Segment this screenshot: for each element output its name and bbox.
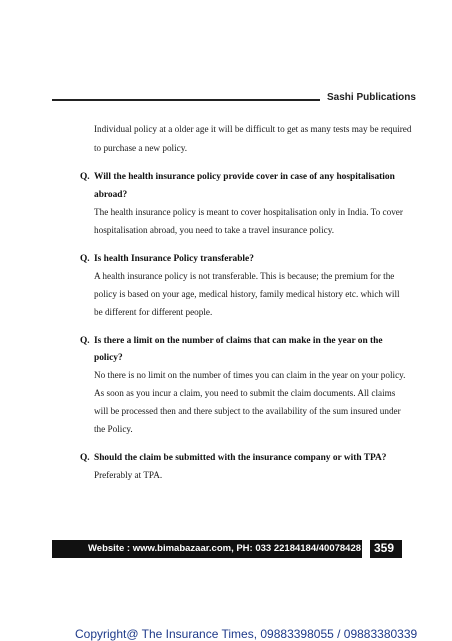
question-text: Is there a limit on the number of claims that can make in the year on the xyxy=(94,336,383,346)
answer-line: The health insurance policy is meant to cover hospitalisation only in India. To cover xyxy=(94,207,403,217)
publisher-name: Sashi Publications xyxy=(327,92,416,103)
copyright-line: Copyright@ The Insurance Times, 09883398055 / 09883380339 xyxy=(75,627,418,641)
answer-line: hospitalisation abroad, you need to take a travel insurance policy. xyxy=(94,225,334,235)
footer-website: Website : www.bimabazaar.com, PH: 033 22184184/40078428 xyxy=(88,543,362,554)
question-marker: Q. xyxy=(80,453,90,463)
question-marker: Q. xyxy=(80,336,90,346)
question-text: policy? xyxy=(94,353,123,363)
question-marker: Q. xyxy=(80,254,90,264)
answer-line: be different for different people. xyxy=(94,307,213,317)
header-rule xyxy=(52,99,320,101)
answer-line: As soon as you incur a claim, you need to submit the claim documents. All claims xyxy=(94,388,396,398)
page-number: 359 xyxy=(374,541,395,555)
question-text: Is health Insurance Policy transferable? xyxy=(94,254,254,264)
body-line: Individual policy at a older age it will be difficult to get as many tests may be required xyxy=(94,124,412,134)
question-marker: Q. xyxy=(80,172,90,182)
body-line: to purchase a new policy. xyxy=(94,143,188,153)
answer-line: Preferably at TPA. xyxy=(94,470,163,480)
question-text: Should the claim be submitted with the insurance company or with TPA? xyxy=(94,453,387,463)
question-text: Will the health insurance policy provide cover in case of any hospitalisation xyxy=(94,172,395,182)
answer-line: will be processed then and there subject to the availability of the sum insured under xyxy=(94,406,401,416)
question-text: abroad? xyxy=(94,190,128,200)
answer-line: A health insurance policy is not transferable. This is because; the premium for the xyxy=(94,271,395,281)
answer-line: policy is based on your age, medical history, family medical history etc. which will xyxy=(94,289,400,299)
answer-line: No there is no limit on the number of times you can claim in the year on your policy. xyxy=(94,370,406,380)
answer-line: the Policy. xyxy=(94,424,133,434)
